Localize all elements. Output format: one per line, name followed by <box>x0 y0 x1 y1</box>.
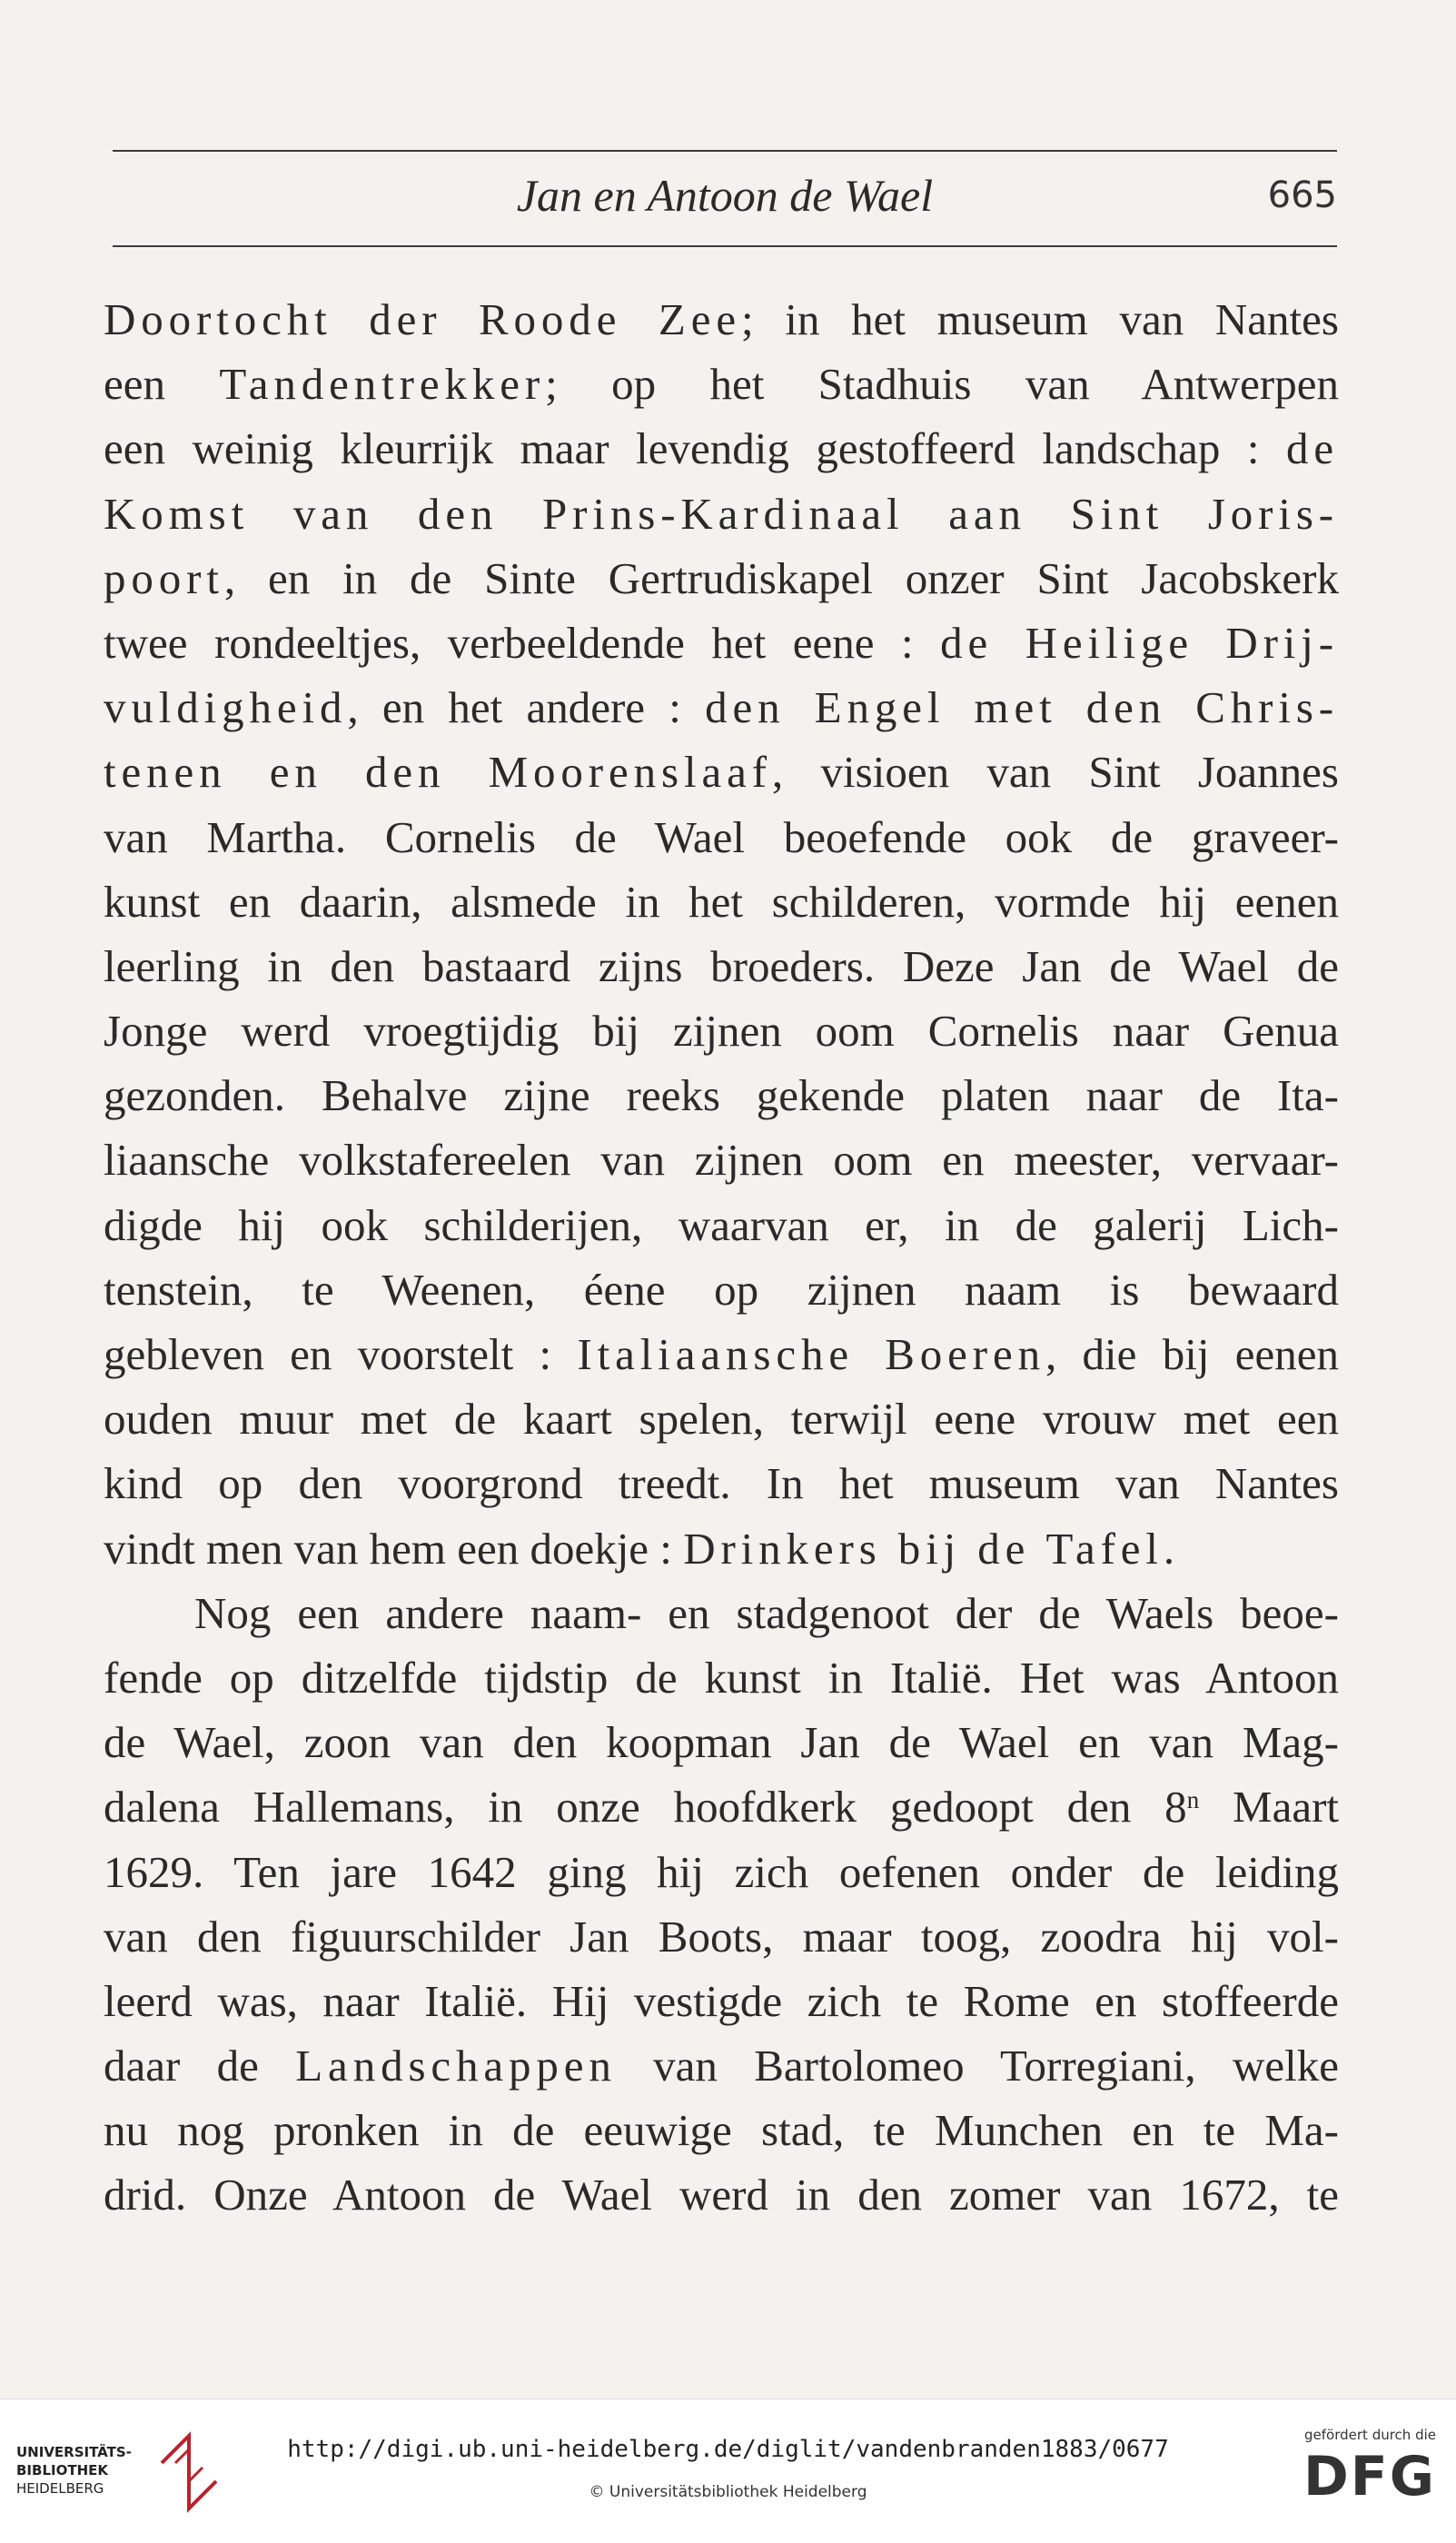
running-head <box>113 164 1337 227</box>
running-title: Jan en Antoon de Wael <box>516 170 934 221</box>
spaced-title-text: vuldigheid <box>104 682 348 733</box>
text-segment: , visioen van Sint Joannes <box>771 747 1339 798</box>
text-segment: tenstein, te Weenen, éene op zijnen naam is bewaard <box>104 1264 1339 1315</box>
text-segment: ; in het museum van Nantes <box>740 294 1339 344</box>
text-line <box>104 1386 1339 1451</box>
text-line <box>104 2098 1339 2162</box>
text-segment: . <box>1163 1523 1175 1574</box>
copyright-notice: © Universitätsbibliothek Heidelberg <box>589 2483 867 2501</box>
spaced-title-text: de Heilige Drij- <box>940 617 1339 668</box>
footer-bar <box>0 2399 1456 2543</box>
text-line <box>104 1322 1339 1386</box>
text-segment: dalena Hallemans, in onze hoofdkerk gedoopt den 8 <box>104 1782 1187 1833</box>
text-line <box>104 1257 1339 1322</box>
text-segment: , en het andere : <box>347 682 706 733</box>
superscript-text: n <box>1186 1786 1200 1814</box>
text-line <box>104 1193 1339 1257</box>
text-segment: de Wael, zoon van den koopman Jan de Wael en van Mag- <box>104 1717 1339 1768</box>
text-segment: nu nog pronken in de eeuwige stad, te Munchen en te Ma- <box>104 2105 1339 2156</box>
spaced-title-text: Italiaansche Boeren <box>577 1329 1045 1379</box>
text-segment: fende op ditzelfde tijdstip de kunst in Italië. Het was Antoon <box>104 1652 1339 1703</box>
text-segment: gebleven en voorstelt : <box>104 1329 578 1379</box>
text-segment: van den figuurschilder Jan Boots, maar toog, zoodra hij vol- <box>104 1911 1339 1962</box>
text-line <box>104 998 1339 1063</box>
spaced-title-text: Drinkers bij de Tafel <box>683 1523 1164 1574</box>
text-segment: twee rondeeltjes, verbeeldende het eene : <box>104 617 941 668</box>
dfg-logo: DFG <box>1302 2445 1436 2508</box>
text-segment: kunst en daarin, alsmede in het schilderen, vormde hij eenen <box>104 876 1339 927</box>
text-segment: kind op den voorgrond treedt. In het museum van Nantes <box>104 1458 1339 1509</box>
header-rule-top <box>113 150 1337 152</box>
text-segment: Nog een andere naam- en stadgenoot der de Waels beoe- <box>194 1587 1339 1638</box>
text-line <box>104 1645 1339 1710</box>
text-segment: ; op het Stadhuis van Antwerpen <box>545 359 1339 410</box>
text-segment: gezonden. Behalve zijne reeks gekende platen naar de Ita- <box>104 1070 1339 1121</box>
text-line <box>104 611 1339 675</box>
text-segment: drid. Onze Antoon de Wael werd in den zomer van 1672, te <box>104 2170 1339 2220</box>
text-segment: , en in de Sinte Gertrudiskapel onzer Sint Jacobskerk <box>223 552 1339 603</box>
text-segment: 1629. Ten jare 1642 ging hij zich oefenen onder de leiding <box>104 1846 1339 1897</box>
dfg-funder[interactable] <box>1263 2427 1436 2527</box>
text-line <box>104 869 1339 934</box>
text-line <box>104 934 1339 998</box>
text-segment: Maart <box>1199 1782 1339 1833</box>
text-line <box>104 1516 1339 1581</box>
text-segment: een <box>104 359 220 410</box>
text-segment: van Martha. Cornelis de Wael beoefende ook de graveer- <box>104 811 1339 862</box>
spaced-title-text: tenen en den Moorenslaaf <box>104 747 772 798</box>
text-segment: ouden muur met de kaart spelen, terwijl eene vrouw met een <box>104 1394 1339 1445</box>
text-line <box>104 2033 1339 2098</box>
text-line <box>104 1063 1339 1127</box>
text-line <box>104 1774 1339 1839</box>
body-text <box>104 287 1339 2228</box>
text-line <box>104 1451 1339 1515</box>
spaced-title-text: Komst van den Prins-Kardinaal aan Sint Joris- <box>104 488 1339 539</box>
text-line <box>104 2162 1339 2227</box>
text-segment: leerling in den bastaard zijns broeders. Deze Jan de Wael de <box>104 940 1339 991</box>
text-line <box>104 1840 1339 1904</box>
text-segment: Jonge werd vroegtijdig bij zijnen oom Cornelis naar Genua <box>104 1006 1339 1057</box>
text-line <box>104 287 1339 352</box>
funded-by-label: gefördert durch die <box>1304 2427 1436 2443</box>
text-line <box>104 1710 1339 1774</box>
text-line <box>104 1904 1339 1969</box>
spaced-title-text: de <box>1285 423 1339 474</box>
text-segment: liaansche volkstafereelen van zijnen oom en meester, vervaar- <box>104 1135 1339 1186</box>
text-line <box>104 352 1339 416</box>
library-name-line2: BIBLIOTHEK <box>16 2462 108 2478</box>
text-segment: daar de <box>104 2041 296 2091</box>
text-line <box>104 1581 1339 1645</box>
spaced-title-text: Tandentrekker <box>219 359 546 410</box>
library-name-line1: UNIVERSITÄTS- <box>16 2444 132 2460</box>
text-line <box>104 1969 1339 2033</box>
text-segment: digde hij ook schilderijen, waarvan er, in de galerij Lich- <box>104 1199 1339 1250</box>
header-rule-bottom <box>113 245 1337 247</box>
spaced-title-text: Landschappen <box>295 2041 617 2091</box>
text-line <box>104 546 1339 611</box>
spaced-title-text: poort <box>104 552 224 603</box>
text-line <box>104 740 1339 804</box>
text-line <box>104 805 1339 869</box>
text-line <box>104 482 1339 546</box>
spaced-title-text: den Engel met den Chris- <box>705 682 1339 733</box>
text-segment: van Bartolomeo Torregiani, welke <box>616 2041 1339 2091</box>
library-name-line3: HEIDELBERG <box>16 2480 104 2497</box>
text-line <box>104 1127 1339 1192</box>
spaced-title-text: Doortocht der Roode Zee <box>104 294 741 344</box>
text-segment: leerd was, naar Italië. Hij vestigde zich te Rome en stoffeerde <box>104 1975 1339 2026</box>
text-segment: , die bij eenen <box>1045 1329 1340 1379</box>
text-line <box>104 675 1339 740</box>
text-segment: een weinig kleurrijk maar levendig gestoffeerd landschap : <box>104 423 1286 474</box>
page-number: 665 <box>1267 174 1337 216</box>
text-line <box>104 416 1339 481</box>
text-segment: vindt men van hem een doekje : <box>104 1523 684 1574</box>
source-url-link[interactable]: http://digi.ub.uni-heidelberg.de/diglit/vandenbranden1883/0677 <box>287 2436 1169 2463</box>
